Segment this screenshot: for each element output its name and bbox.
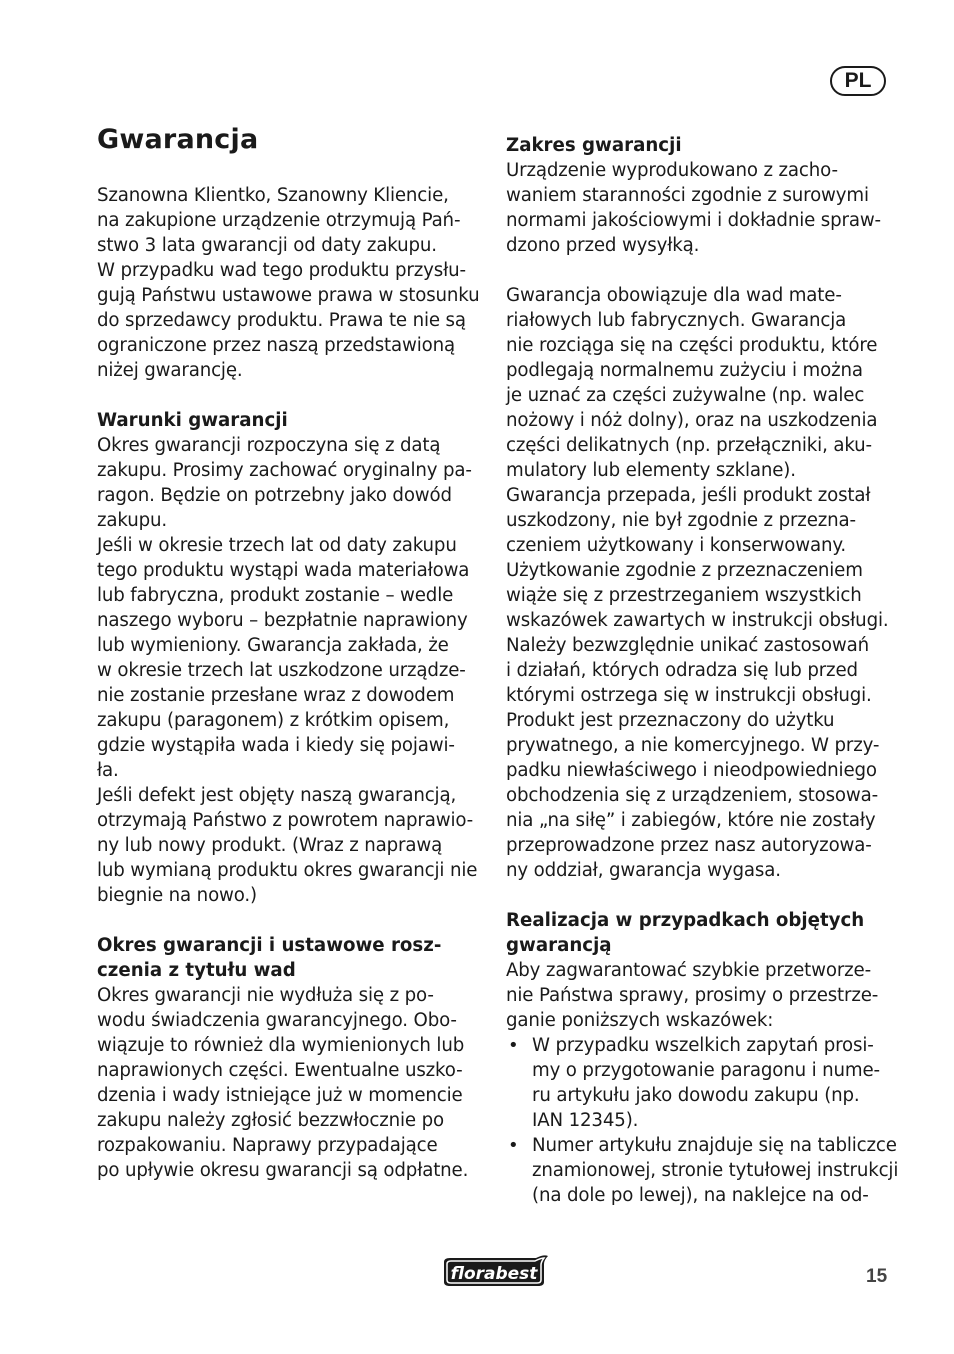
- text-line: • Numer artykułu znajduje się na tabliczce: [532, 1135, 897, 1156]
- text-line: otrzymają Państwo z powrotem naprawio-: [97, 810, 474, 831]
- text-line: przeprowadzone przez nasz autoryzowa-: [506, 835, 872, 856]
- text-line: Okres gwarancji nie wydłuża się z po-: [97, 985, 434, 1006]
- text-line: nie zostanie przesłane wraz z dowodem: [97, 685, 455, 706]
- text-line: stwo 3 lata gwarancji od daty zakupu.: [97, 235, 437, 256]
- text-line: ganie poniższych wskazówek:: [506, 1010, 774, 1031]
- warunki-heading: [97, 408, 482, 433]
- text-line: obchodzenia się z urządzeniem, stosowa-: [506, 785, 879, 806]
- text-line: • W przypadku wszelkich zapytań prosi-: [532, 1035, 874, 1056]
- text-line: Należy bezwzględnie unikać zastosowań: [506, 635, 869, 656]
- zakres-paragraph: [506, 158, 896, 258]
- text-line: wiązuje to również dla wymienionych lub: [97, 1035, 465, 1056]
- text-line: normami jakościowymi i dokładnie spraw-: [506, 210, 881, 231]
- text-line: nie rozciąga się na części produktu, które: [506, 335, 878, 356]
- text-line: IAN 12345).: [532, 1110, 639, 1131]
- logo-text: florabest: [450, 1264, 538, 1284]
- text-line: ru artykułu jako dowodu zakupu (np.: [532, 1085, 860, 1106]
- text-line: do sprzedawcy produktu. Prawa te nie są: [97, 310, 466, 331]
- text-line: znamionowej, stronie tytułowej instrukcji: [532, 1160, 899, 1181]
- text-line: Warunki gwarancji: [97, 410, 288, 431]
- text-line: lub wymieniony. Gwarancja zakłada, że: [97, 635, 449, 656]
- florabest-logo: [440, 1254, 550, 1288]
- text-line: Jeśli w okresie trzech lat od daty zakupu: [97, 535, 457, 556]
- page-title: Gwarancja: [97, 124, 259, 155]
- text-line: zakupu należy zgłosić bezzwłocznie po: [97, 1110, 444, 1131]
- text-line: podlegają normalnemu zużyciu i można: [506, 360, 863, 381]
- text-line: po upływie okresu gwarancji są odpłatne.: [97, 1160, 469, 1181]
- text-line: ny lub nowy produkt. (Wraz z naprawą: [97, 835, 443, 856]
- text-line: zakupu. Prosimy zachować oryginalny pa-: [97, 460, 472, 481]
- okres-heading: [97, 933, 482, 983]
- language-badge: PL: [830, 66, 886, 96]
- text-line: niżej gwarancję.: [97, 360, 243, 381]
- text-line: naszego wyboru – bezpłatnie naprawiony: [97, 610, 468, 631]
- realizacja-paragraph: [506, 958, 896, 1033]
- text-line: wskazówek zawartych w instrukcji obsługi.: [506, 610, 889, 631]
- text-line: padku niewłaściwego i nieodpowiedniego: [506, 760, 877, 781]
- text-line: riałowych lub fabrycznych. Gwarancja: [506, 310, 847, 331]
- text-line: tego produktu wystąpi wada materiałowa: [97, 560, 470, 581]
- text-line: je uznać za części zużywalne (np. walec: [506, 385, 865, 406]
- text-line: ła.: [97, 760, 119, 781]
- text-line: Zakres gwarancji: [506, 135, 682, 156]
- text-line: biegnie na nowo.): [97, 885, 258, 906]
- text-line: Realizacja w przypadkach objętych: [506, 910, 865, 931]
- warunki-paragraph: [97, 433, 482, 908]
- text-line: Jeśli defekt jest objęty naszą gwarancją,: [97, 785, 457, 806]
- text-line: na zakupione urządzenie otrzymują Pań-: [97, 210, 461, 231]
- text-line: wodu świadczenia gwarancyjnego. Obo-: [97, 1010, 457, 1031]
- text-line: Gwarancja przepada, jeśli produkt został: [506, 485, 871, 506]
- text-line: Użytkowanie zgodnie z przeznaczeniem: [506, 560, 863, 581]
- text-line: w okresie trzech lat uszkodzone urządze-: [97, 660, 466, 681]
- text-line: Urządzenie wyprodukowano z zacho-: [506, 160, 838, 181]
- text-line: prywatnego, a nie komercyjnego. W przy-: [506, 735, 880, 756]
- list-item: [506, 1133, 899, 1208]
- text-line: ograniczone przez naszą przedstawioną: [97, 335, 455, 356]
- text-line: lub fabryczna, produkt zostanie – wedle: [97, 585, 454, 606]
- text-line: gdzie wystąpiła wada i kiedy się pojawi-: [97, 735, 455, 756]
- text-line: Okres gwarancji i ustawowe rosz-: [97, 935, 442, 956]
- text-line: mulatory lub elementy szklane).: [506, 460, 796, 481]
- text-line: i działań, których odradza się lub przed: [506, 660, 858, 681]
- text-line: Okres gwarancji rozpoczyna się z datą: [97, 435, 441, 456]
- text-line: naprawionych części. Ewentualne uszko-: [97, 1060, 463, 1081]
- text-line: Aby zagwarantować szybkie przetworze-: [506, 960, 872, 981]
- text-line: ragon. Będzie on potrzebny jako dowód: [97, 485, 452, 506]
- text-line: W przypadku wad tego produktu przysłu-: [97, 260, 466, 281]
- text-line: gują Państwu ustawowe prawa w stosunku: [97, 285, 480, 306]
- bullet-list: [506, 1033, 899, 1208]
- text-line: uszkodzony, nie był zgodnie z przezna-: [506, 510, 856, 531]
- text-line: części delikatnych (np. przełączniki, aku-: [506, 435, 872, 456]
- text-line: którymi ostrzega się w instrukcji obsługi.: [506, 685, 872, 706]
- text-line: dzenia i wady istniejące już w momencie: [97, 1085, 463, 1106]
- text-line: zakupu (paragonem) z krótkim opisem,: [97, 710, 450, 731]
- intro-paragraph: [97, 183, 482, 383]
- text-line: dzono przed wysyłką.: [506, 235, 700, 256]
- text-line: Szanowna Klientko, Szanowny Kliencie,: [97, 185, 449, 206]
- text-line: Gwarancja obowiązuje dla wad mate-: [506, 285, 842, 306]
- text-line: nia „na siłę” i zabiegów, które nie zostały: [506, 810, 876, 831]
- text-line: czeniem użytkowany i konserwowany.: [506, 535, 846, 556]
- text-line: zakupu.: [97, 510, 167, 531]
- text-line: my o przygotowanie paragonu i nume-: [532, 1060, 880, 1081]
- realizacja-heading: [506, 908, 896, 958]
- zakres-heading: [506, 133, 896, 158]
- page-number: 15: [866, 1266, 888, 1287]
- text-line: Produkt jest przeznaczony do użytku: [506, 710, 835, 731]
- text-line: (na dole po lewej), na naklejce na od-: [532, 1185, 869, 1206]
- text-line: czenia z tytułu wad: [97, 960, 296, 981]
- text-line: gwarancją: [506, 935, 612, 956]
- text-line: ny oddział, gwarancja wygasa.: [506, 860, 781, 881]
- obowiazuje-paragraph: [506, 283, 896, 883]
- text-line: nie Państwa sprawy, prosimy o przestrze-: [506, 985, 879, 1006]
- list-item: [506, 1033, 896, 1133]
- text-line: nożowy i nóż dolny), oraz na uszkodzenia: [506, 410, 878, 431]
- text-line: waniem staranności zgodnie z surowymi: [506, 185, 869, 206]
- text-line: wiąże się z przestrzeganiem wszystkich: [506, 585, 862, 606]
- okres-paragraph: [97, 983, 482, 1183]
- text-line: lub wymianą produktu okres gwarancji nie: [97, 860, 478, 881]
- text-line: rozpakowaniu. Naprawy przypadające: [97, 1135, 438, 1156]
